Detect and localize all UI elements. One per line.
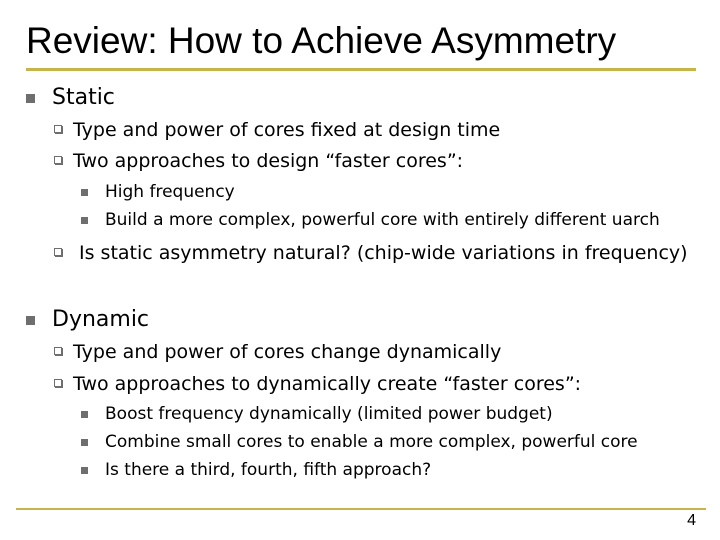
hollow-square-bullet-icon — [54, 379, 62, 387]
title-divider — [26, 68, 696, 71]
square-bullet-icon — [81, 467, 88, 474]
sub-list-item-text: Boost frequency dynamically (limited power budget) — [105, 404, 553, 424]
hollow-square-bullet-icon — [54, 248, 62, 256]
sub-list-item-text: Combine small cores to enable a more complex, powerful core — [105, 432, 638, 452]
square-bullet-icon — [81, 439, 88, 446]
square-bullet-icon — [81, 217, 88, 224]
square-bullet-icon — [26, 316, 35, 325]
hollow-square-bullet-icon — [54, 347, 62, 355]
list-item-text: Two approaches to dynamically create “faster cores”: — [73, 373, 582, 395]
square-bullet-icon — [26, 94, 35, 103]
list-item-text: Type and power of cores change dynamically — [73, 341, 502, 363]
sub-list-item-text: Build a more complex, powerful core with entirely different uarch — [105, 210, 660, 230]
square-bullet-icon — [81, 411, 88, 418]
section-heading: Dynamic — [52, 307, 150, 332]
list-item-text: Is static asymmetry natural? (chip-wide variations in frequency) — [79, 242, 688, 264]
list-item-text: Type and power of cores fixed at design time — [73, 119, 501, 141]
list-item-text: Two approaches to design “faster cores”: — [73, 150, 464, 172]
hollow-square-bullet-icon — [54, 125, 62, 133]
sub-list-item-text: High frequency — [105, 182, 235, 202]
footer-divider — [16, 508, 706, 510]
section-heading: Static — [52, 85, 115, 110]
slide-title: Review: How to Achieve Asymmetry — [26, 20, 617, 61]
page-number: 4 — [687, 512, 696, 529]
sub-list-item-text: Is there a third, fourth, fifth approach? — [105, 460, 432, 480]
square-bullet-icon — [81, 189, 88, 196]
hollow-square-bullet-icon — [54, 156, 62, 164]
